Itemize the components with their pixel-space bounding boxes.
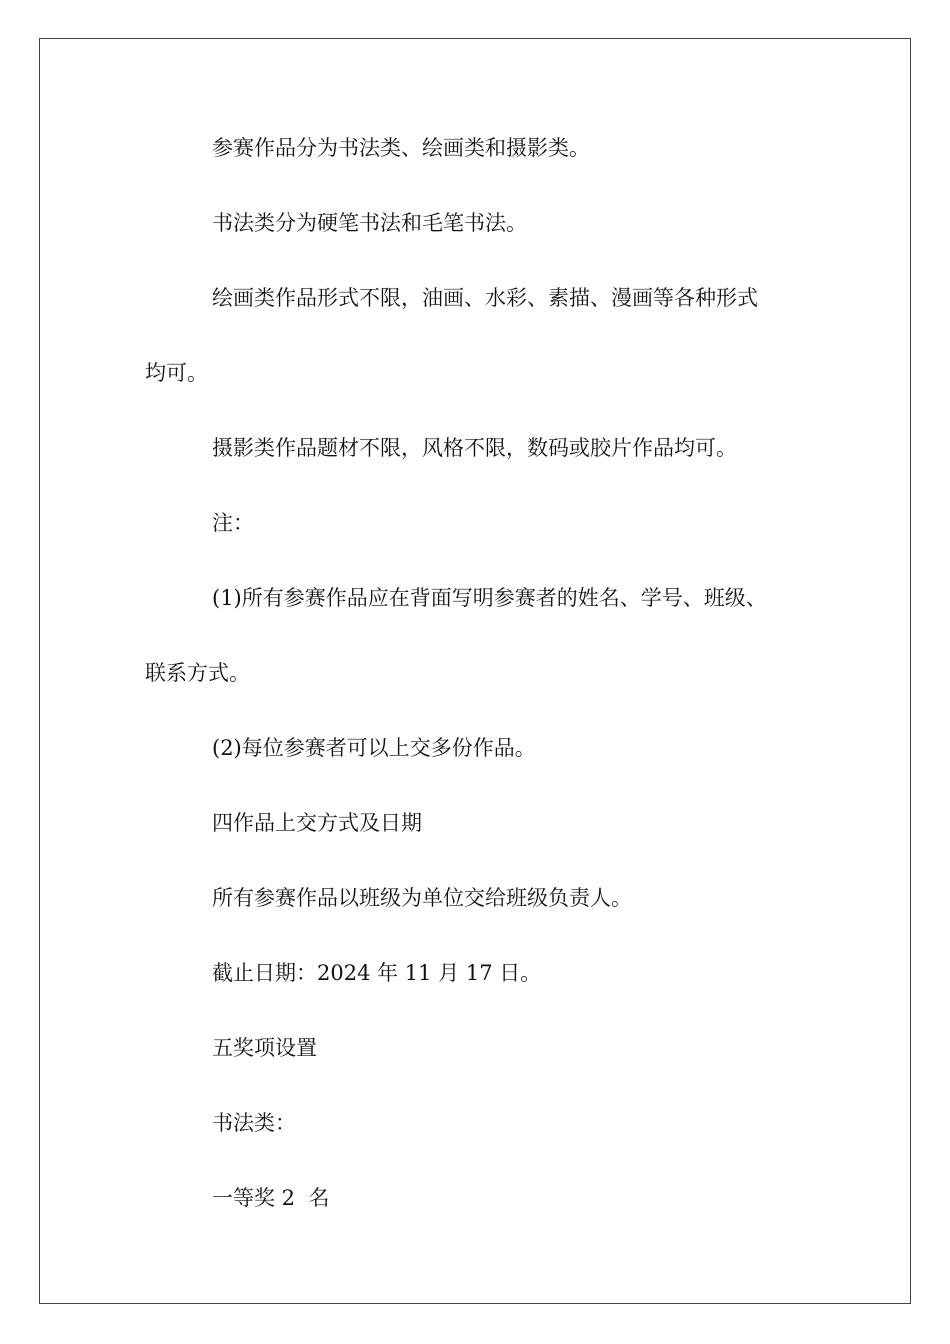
paragraph-painting: 绘画类作品形式不限，油画、水彩、素描、漫画等各种形式	[212, 286, 758, 310]
note-2: (2)每位参赛者可以上交多份作品。	[212, 736, 536, 760]
award-first-prize: 一等奖 2 名	[212, 1186, 330, 1210]
paragraph-painting-cont: 均可。	[145, 361, 208, 385]
paragraph-categories: 参赛作品分为书法类、绘画类和摄影类。	[212, 136, 590, 160]
section-heading-submission: 四作品上交方式及日期	[212, 811, 422, 835]
note-1-cont: 联系方式。	[145, 661, 250, 685]
awards-calligraphy-heading: 书法类：	[212, 1111, 296, 1135]
section-heading-awards: 五奖项设置	[212, 1036, 317, 1060]
note-heading: 注：	[212, 511, 254, 535]
paragraph-deadline: 截止日期：2024 年 11 月 17 日。	[212, 961, 542, 985]
note-1: (1)所有参赛作品应在背面写明参赛者的姓名、学号、班级、	[212, 586, 767, 610]
paragraph-calligraphy: 书法类分为硬笔书法和毛笔书法。	[212, 211, 527, 235]
paragraph-photography: 摄影类作品题材不限，风格不限，数码或胶片作品均可。	[212, 436, 737, 460]
paragraph-submission: 所有参赛作品以班级为单位交给班级负责人。	[212, 886, 632, 910]
